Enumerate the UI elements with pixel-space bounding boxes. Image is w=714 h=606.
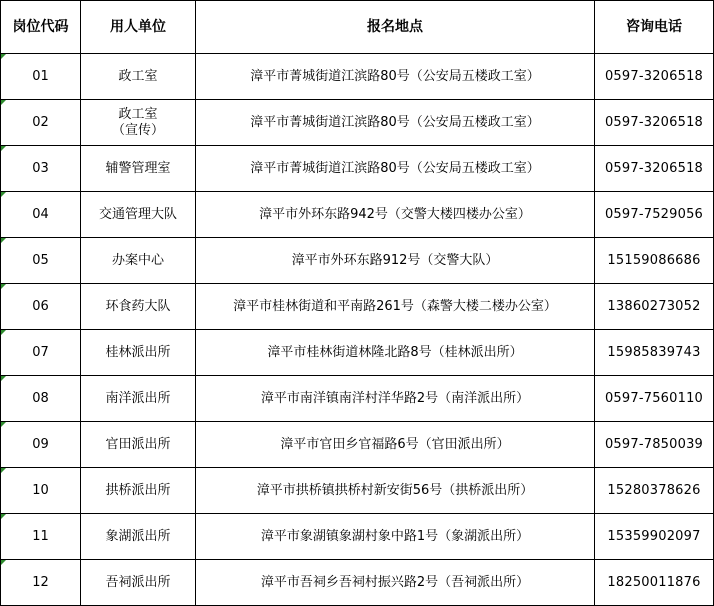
cell-indicator-icon <box>1 376 6 381</box>
registration-address-cell: 漳平市菁城街道江滨路80号（公安局五楼政工室） <box>196 146 595 192</box>
position-code: 01 <box>32 68 49 84</box>
employer-cell <box>81 560 196 606</box>
cell-indicator-icon <box>1 468 6 473</box>
contact-phone-cell: 0597-7560110 <box>595 376 714 422</box>
cell-indicator-icon <box>1 330 6 335</box>
employer-cell <box>81 284 196 330</box>
contact-phone-cell: 15359902097 <box>595 514 714 560</box>
position-code: 08 <box>32 390 49 406</box>
table-row <box>1 100 714 146</box>
contact-phone-cell: 0597-3206518 <box>595 146 714 192</box>
contact-phone-cell: 15985839743 <box>595 330 714 376</box>
registration-address-cell: 漳平市菁城街道江滨路80号（公安局五楼政工室） <box>196 54 595 100</box>
contact-phone-cell: 0597-7850039 <box>595 422 714 468</box>
header-position-code: 岗位代码 <box>1 1 81 54</box>
contact-phone-cell: 15280378626 <box>595 468 714 514</box>
registration-address-cell: 漳平市吾祠乡吾祠村振兴路2号（吾祠派出所） <box>196 560 595 606</box>
cell-indicator-icon <box>1 514 6 519</box>
position-code-cell <box>1 192 81 238</box>
contact-phone-cell: 18250011876 <box>595 560 714 606</box>
position-code: 02 <box>32 114 49 130</box>
position-code: 04 <box>32 206 49 222</box>
position-code: 11 <box>32 528 49 544</box>
contact-phone-cell: 0597-7529056 <box>595 192 714 238</box>
employer-name: 政工室 <box>118 106 158 122</box>
employer-cell <box>81 422 196 468</box>
registration-address-cell: 漳平市官田乡官福路6号（官田派出所） <box>196 422 595 468</box>
table-body <box>1 54 714 606</box>
position-code: 09 <box>32 436 49 452</box>
registration-address-cell: 漳平市外环东路912号（交警大队） <box>196 238 595 284</box>
employer-cell <box>81 376 196 422</box>
employer-name: 官田派出所 <box>105 436 171 452</box>
contact-phone-cell: 15159086686 <box>595 238 714 284</box>
table-row <box>1 330 714 376</box>
position-code: 06 <box>32 298 49 314</box>
registration-address-cell: 漳平市菁城街道江滨路80号（公安局五楼政工室） <box>196 100 595 146</box>
position-code: 03 <box>32 160 49 176</box>
employer-cell <box>81 100 196 146</box>
cell-indicator-icon <box>1 192 6 197</box>
position-code-cell <box>1 376 81 422</box>
cell-indicator-icon <box>1 100 6 105</box>
employer-name: 辅警管理室 <box>105 160 171 176</box>
header-row <box>1 1 714 54</box>
position-code-cell <box>1 284 81 330</box>
header-employer: 用人单位 <box>81 1 196 54</box>
position-code-cell <box>1 560 81 606</box>
contact-phone-cell: 0597-3206518 <box>595 54 714 100</box>
employer-cell <box>81 192 196 238</box>
registration-address-cell: 漳平市桂林街道林隆北路8号（桂林派出所） <box>196 330 595 376</box>
table-row <box>1 514 714 560</box>
position-code: 07 <box>32 344 49 360</box>
cell-indicator-icon <box>1 422 6 427</box>
registration-address-cell: 漳平市南洋镇南洋村洋华路2号（南洋派出所） <box>196 376 595 422</box>
employer-name: 办案中心 <box>111 252 164 268</box>
table-row <box>1 560 714 606</box>
position-code-cell <box>1 514 81 560</box>
position-code-cell <box>1 330 81 376</box>
position-code: 10 <box>32 482 49 498</box>
header-registration-address: 报名地点 <box>196 1 595 54</box>
employer-name: 桂林派出所 <box>105 344 171 360</box>
employer-name: 象湖派出所 <box>105 528 171 544</box>
employer-cell <box>81 54 196 100</box>
table-row <box>1 468 714 514</box>
cell-indicator-icon <box>1 54 6 59</box>
employer-name: 交通管理大队 <box>98 206 177 222</box>
registration-address-cell: 漳平市外环东路942号（交警大楼四楼办公室） <box>196 192 595 238</box>
employer-name: 政工室 <box>118 68 158 84</box>
position-code: 05 <box>32 252 49 268</box>
registration-address-cell: 漳平市拱桥镇拱桥村新安街56号（拱桥派出所） <box>196 468 595 514</box>
registration-address-cell: 漳平市桂林街道和平南路261号（森警大楼二楼办公室） <box>196 284 595 330</box>
cell-indicator-icon <box>1 560 6 565</box>
header-contact-phone: 咨询电话 <box>595 1 714 54</box>
table-row <box>1 284 714 330</box>
position-code-cell <box>1 100 81 146</box>
table-row <box>1 238 714 284</box>
contact-phone-cell: 0597-3206518 <box>595 100 714 146</box>
employer-cell <box>81 468 196 514</box>
cell-indicator-icon <box>1 284 6 289</box>
table-row <box>1 54 714 100</box>
employer-name: 南洋派出所 <box>105 390 171 406</box>
position-code-cell <box>1 238 81 284</box>
registration-address-cell: 漳平市象湖镇象湖村象中路1号（象湖派出所） <box>196 514 595 560</box>
cell-indicator-icon <box>1 238 6 243</box>
table-row <box>1 422 714 468</box>
employer-name: 拱桥派出所 <box>105 482 171 498</box>
position-code-cell <box>1 422 81 468</box>
employer-name: 环食药大队 <box>105 298 171 314</box>
position-code-cell <box>1 54 81 100</box>
employer-name: （宣传） <box>111 122 164 138</box>
table-row <box>1 376 714 422</box>
employer-cell <box>81 146 196 192</box>
cell-indicator-icon <box>1 146 6 151</box>
position-code-cell <box>1 146 81 192</box>
employer-name: 吾祠派出所 <box>105 574 171 590</box>
position-code-cell <box>1 468 81 514</box>
table-row <box>1 146 714 192</box>
position-code: 12 <box>32 574 49 590</box>
employer-cell <box>81 238 196 284</box>
employer-cell <box>81 514 196 560</box>
contact-phone-cell: 13860273052 <box>595 284 714 330</box>
table-row <box>1 192 714 238</box>
employer-cell <box>81 330 196 376</box>
